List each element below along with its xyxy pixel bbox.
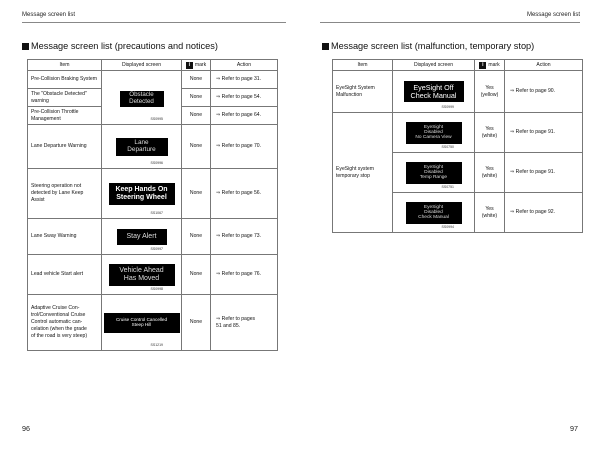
- table-row: [28, 169, 278, 219]
- column-header-mark: i mark: [475, 60, 505, 71]
- row-item: Pre-Collision Throttle Management: [28, 107, 102, 125]
- row-mark: Yes (yellow): [475, 71, 505, 113]
- screen-code: SS0997: [150, 247, 163, 252]
- row-action: ⇒ Refer to pages 51 and 85.: [211, 295, 278, 351]
- row-item: Lane Departure Warning: [28, 125, 102, 169]
- row-mark: None: [182, 71, 211, 89]
- screen-code: SS1219: [150, 343, 163, 348]
- row-mark: Yes (white): [475, 153, 505, 193]
- screen-code: SS0998: [150, 287, 163, 292]
- screen-code: SS1067: [150, 211, 163, 216]
- display-cell: [393, 193, 475, 233]
- table-row: [28, 295, 278, 351]
- section-title: [22, 41, 218, 51]
- section-title-text: Message screen list (malfunction, temporary stop): [331, 41, 535, 51]
- screen-code: SS0994: [441, 225, 454, 230]
- page-number: 96: [22, 424, 30, 433]
- table-row: [333, 71, 583, 113]
- info-mark-icon: i: [479, 62, 486, 69]
- row-action: ⇒ Refer to page 70.: [211, 125, 278, 169]
- right-page: [300, 0, 600, 450]
- info-mark-icon: i: [186, 62, 193, 69]
- bullet-square-icon: [22, 43, 29, 50]
- warning-screen-image: Keep Hands On Steering Wheel: [109, 183, 175, 205]
- warning-screen-image: [120, 91, 164, 107]
- display-cell: [102, 295, 182, 351]
- running-head: Message screen list: [526, 12, 580, 18]
- display-cell: [102, 169, 182, 219]
- message-table-precautions: [27, 59, 278, 351]
- row-action: ⇒ Refer to page 91.: [505, 153, 583, 193]
- row-mark: None: [182, 89, 211, 107]
- running-head: Message screen list: [22, 12, 76, 18]
- table-header-row: [28, 60, 278, 71]
- row-item: Lane Sway Warning: [28, 219, 102, 255]
- column-header-displayed-screen: Displayed screen: [393, 60, 475, 71]
- display-cell: [393, 71, 475, 113]
- screen-code: SS0999: [441, 105, 454, 110]
- row-action: ⇒ Refer to page 54.: [211, 89, 278, 107]
- column-header-mark: i mark: [182, 60, 211, 71]
- screen-code: SS0750: [441, 145, 454, 150]
- row-mark: None: [182, 295, 211, 351]
- row-item: Steering operation not detected by Lane Keep Assist: [28, 169, 102, 219]
- display-cell: [102, 71, 182, 125]
- warning-screen-image: Vehicle Ahead Has Moved: [109, 264, 175, 286]
- column-header-action: Action: [505, 60, 583, 71]
- table-row: [28, 125, 278, 169]
- row-action: ⇒ Refer to page 31.: [211, 71, 278, 89]
- warning-screen-image: EyeSight Off Check Manual: [404, 81, 464, 102]
- table-header-row: [333, 60, 583, 71]
- row-action: ⇒ Refer to page 90.: [505, 71, 583, 113]
- row-mark: Yes (white): [475, 193, 505, 233]
- row-action: ⇒ Refer to page 56.: [211, 169, 278, 219]
- row-mark: None: [182, 219, 211, 255]
- warning-screen-image: EyeSight Disabled No Camera View: [406, 122, 462, 144]
- display-cell: [102, 255, 182, 295]
- row-mark: None: [182, 255, 211, 295]
- row-item: The "Obstacle Detected" warning: [28, 89, 102, 107]
- table-row: [333, 113, 583, 153]
- row-action: ⇒ Refer to page 92.: [505, 193, 583, 233]
- header-rule: [22, 22, 286, 23]
- warning-screen-image: Lane Departure: [116, 138, 168, 156]
- column-header-action: Action: [211, 60, 278, 71]
- message-table-malfunction: [332, 59, 583, 233]
- column-header-item: Item: [28, 60, 102, 71]
- row-action: ⇒ Refer to page 73.: [211, 219, 278, 255]
- warning-screen-image: Cruise Control Cancelled Steep Hill: [104, 313, 180, 333]
- row-mark: Yes (white): [475, 113, 505, 153]
- header-rule: [320, 22, 580, 23]
- section-title-text: Message screen list (precautions and notices): [31, 41, 218, 51]
- bullet-square-icon: [322, 43, 329, 50]
- row-item: Pre-Collision Braking System: [28, 71, 102, 89]
- table-row: [28, 71, 278, 89]
- display-cell: [393, 153, 475, 193]
- warning-screen-image: Stay Alert: [117, 229, 167, 245]
- row-mark: None: [182, 107, 211, 125]
- display-cell: [393, 113, 475, 153]
- row-item: Adaptive Cruise Con- trol/Conventional Cruise Control automatic can- celation (when the grade of the road is very steep): [28, 295, 102, 351]
- screen-line: Detected: [129, 97, 154, 105]
- table-row: [28, 255, 278, 295]
- row-mark: None: [182, 125, 211, 169]
- screen-code: SS0996: [150, 161, 163, 166]
- warning-screen-image: EyeSight Disabled Check Manual: [406, 202, 462, 224]
- screen-code: SS0995: [150, 117, 163, 122]
- display-cell: [102, 219, 182, 255]
- warning-screen-image: EyeSight Disabled Temp Range: [406, 162, 462, 184]
- section-title: [322, 41, 534, 51]
- page-number: 97: [570, 424, 578, 433]
- row-mark: None: [182, 169, 211, 219]
- screen-line: Obstacle: [129, 91, 154, 98]
- row-action: ⇒ Refer to page 76.: [211, 255, 278, 295]
- row-item: Lead vehicle Start alert: [28, 255, 102, 295]
- table-row: [28, 219, 278, 255]
- row-action: ⇒ Refer to page 64.: [211, 107, 278, 125]
- row-action: ⇒ Refer to page 91.: [505, 113, 583, 153]
- column-header-item: Item: [333, 60, 393, 71]
- display-cell: [102, 125, 182, 169]
- row-item: EyeSight System Malfunction: [333, 71, 393, 113]
- row-item: EyeSight system temporary stop: [333, 113, 393, 233]
- screen-code: SS0751: [441, 185, 454, 190]
- column-header-displayed-screen: Displayed screen: [102, 60, 182, 71]
